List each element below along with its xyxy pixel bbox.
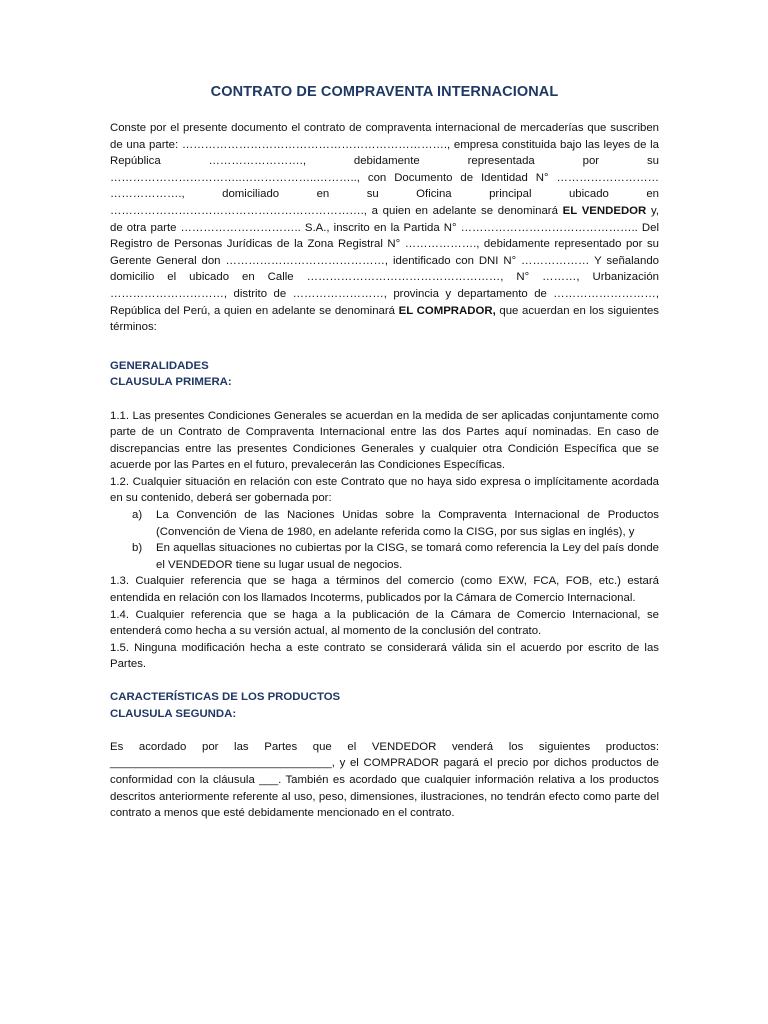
section-heading-generalidades: GENERALIDADES: [110, 359, 209, 372]
list-marker-a: a): [132, 509, 143, 522]
intro-paragraph: [110, 120, 659, 336]
document-page: [110, 84, 659, 822]
list-item-b: [110, 540, 659, 573]
document-title: CONTRATO DE COMPRAVENTA INTERNACIONAL: [210, 84, 559, 100]
clause-1-5: 1.5. Ninguna modificación hecha a este contrato se considerará válida sin el acuerdo por escrito de las Partes.: [110, 641, 659, 671]
clause-1-1: 1.1. Las presentes Condiciones Generales se acuerdan en la medida de ser aplicadas conjuntamente como parte de un Contrato de Compraventa Internacional entre las dos Partes aquí nominadas. En caso de discrepancias entre las presentes Condiciones Generales y cualquier otra Condición Específica que se acuerde por las Partes en el futuro, prevalecerán las Condiciones Específicas.: [110, 409, 659, 472]
section-caracteristicas: [110, 689, 659, 822]
section-heading-caracteristicas: CARACTERÍSTICAS DE LOS PRODUCTOS: [110, 691, 341, 703]
list-marker-b: b): [132, 542, 143, 555]
clause-heading-primera: CLAUSULA PRIMERA:: [110, 376, 232, 389]
list-text-b: En aquellas situaciones no cubiertas por la CISG, se tomará como referencia la Ley del país donde el VENDEDOR tiene su lugar usual de negocios.: [156, 542, 659, 571]
buyer-term: EL COMPRADOR,: [398, 304, 496, 317]
clause-1-2: 1.2. Cualquier situación en relación con este Contrato que no haya sido expresa o implícitamente acordada en su contenido, deberá ser gobernada por:: [110, 475, 659, 505]
intro-text-part-3: que acuerdan en los siguientes términos:: [110, 304, 659, 334]
clause-heading-segunda: CLAUSULA SEGUNDA:: [110, 707, 237, 720]
seller-term: EL VENDEDOR: [562, 204, 647, 217]
section-generalidades: [110, 358, 659, 673]
list-item-a: [110, 507, 659, 540]
intro-text-part-2: y, de otra parte ………………………….. S.A., inscrito en la Partida N° ……………………………………….. Del Registro de Personas Jurídicas de la Zona Registral N° ………………., debidamente representado por su Gerente General don ……………………………………, identificado con DNI N° ……………… Y señalando domicilio el ubicado en Calle ……………………………………………, N° ………, Urbanización …………………………, distrito de ……………………, provincia y departamento de ………………………, República del Perú, a quien en adelante se denominará: [110, 204, 660, 317]
clause-1-2-list: [110, 507, 659, 573]
intro-text-part-1: Conste por el presente documento el contrato de compraventa internacional de mercaderías que suscriben de una parte: ……………………………………………………………., empresa constituida bajo las leyes de la República ……………………., debidamente representada por su ……………………………..………………..……….., con Documento de Identidad N° ……………………… ………………., domiciliado en su Oficina principal ubicado en …………………………………………………………., a quien en adelante se denominará: [110, 122, 659, 217]
list-text-a: La Convención de las Naciones Unidas sobre la Compraventa Internacional de Productos (Convención de Viena de 1980, en adelante referida como la CISG, por sus siglas en inglés), y: [156, 509, 659, 538]
clause-1-4: 1.4. Cualquier referencia que se haga a la publicación de la Cámara de Comercio Internacional, se entenderá como hecha a su versión actual, al momento de la conclusión del contrato.: [110, 608, 659, 638]
clause-1-3: 1.3. Cualquier referencia que se haga a términos del comercio (como EXW, FCA, FOB, etc.) estará entendida en relación con los llamados Incoterms, publicados por la Cámara de Comercio Internacional.: [110, 575, 659, 605]
clause-2-body: Es acordado por las Partes que el VENDEDOR venderá los siguientes productos: ___________________________________, y el COMPRADOR pagará el precio por dichos productos de conformidad con la cláusula ___. También es acordado que cualquier información relativa a los productos descritos anteriormente referente al uso, peso, dimensiones, ilustraciones, no tendrán efecto como parte del contrato a menos que esté debidamente mencionado en el contrato.: [110, 740, 659, 820]
